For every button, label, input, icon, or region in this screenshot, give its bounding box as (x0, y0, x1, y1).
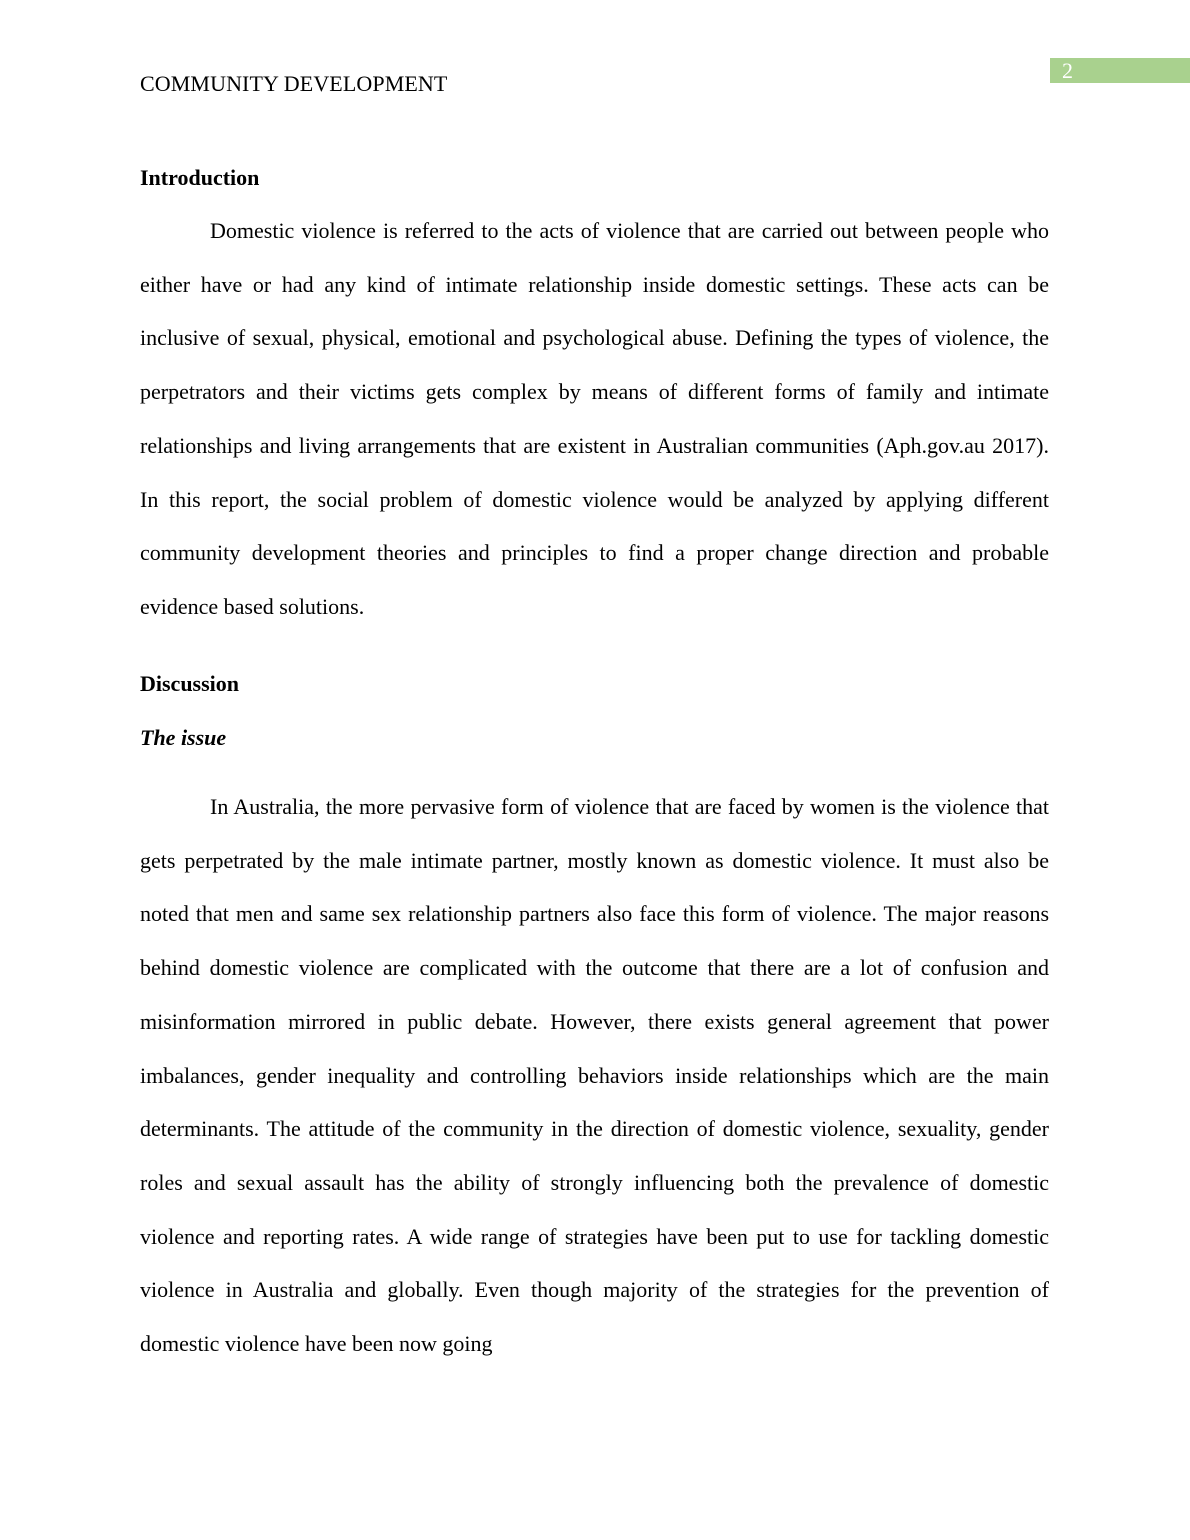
the-issue-subheading: The issue (140, 725, 227, 750)
the-issue-paragraph: In Australia, the more pervasive form of violence that are faced by women is the violence that gets perpetrated by the male intimate partner, mostly known as domestic violence. It must also be noted that men and same sex relationship partners also face this form of violence. The major reasons behind domestic violence are complicated with the outcome that there are a lot of confusion and misinformation mirrored in public debate. However, there exists general agreement that power imbalances, gender inequality and controlling behaviors inside relationships which are the main determinants. The attitude of the community in the direction of domestic violence, sexuality, gender roles and sexual assault has the ability of strongly influencing both the prevalence of domestic violence and reporting rates. A wide range of strategies have been put to use for tackling domestic violence in Australia and globally. Even though majority of the strategies for the prevention of domestic violence have been now going (140, 794, 1049, 1357)
introduction-paragraph: Domestic violence is referred to the acts of violence that are carried out between people who either have or had any kind of intimate relationship inside domestic settings. These acts can be inclusive of sexual, physical, emotional and psychological abuse. Defining the types of violence, the perpetrators and their victims gets complex by means of different forms of family and intimate relationships and living arrangements that are existent in Australian communities (Aph.gov.au 2017). In this report, the social problem of domestic violence would be analyzed by applying different community development theories and principles to find a proper change direction and probable evidence based solutions. (140, 218, 1049, 619)
discussion-heading: Discussion (140, 671, 240, 696)
page-number: 2 (1062, 58, 1073, 83)
page-number-badge (1050, 58, 1190, 83)
running-header: COMMUNITY DEVELOPMENT (140, 71, 448, 96)
introduction-heading: Introduction (140, 165, 260, 190)
